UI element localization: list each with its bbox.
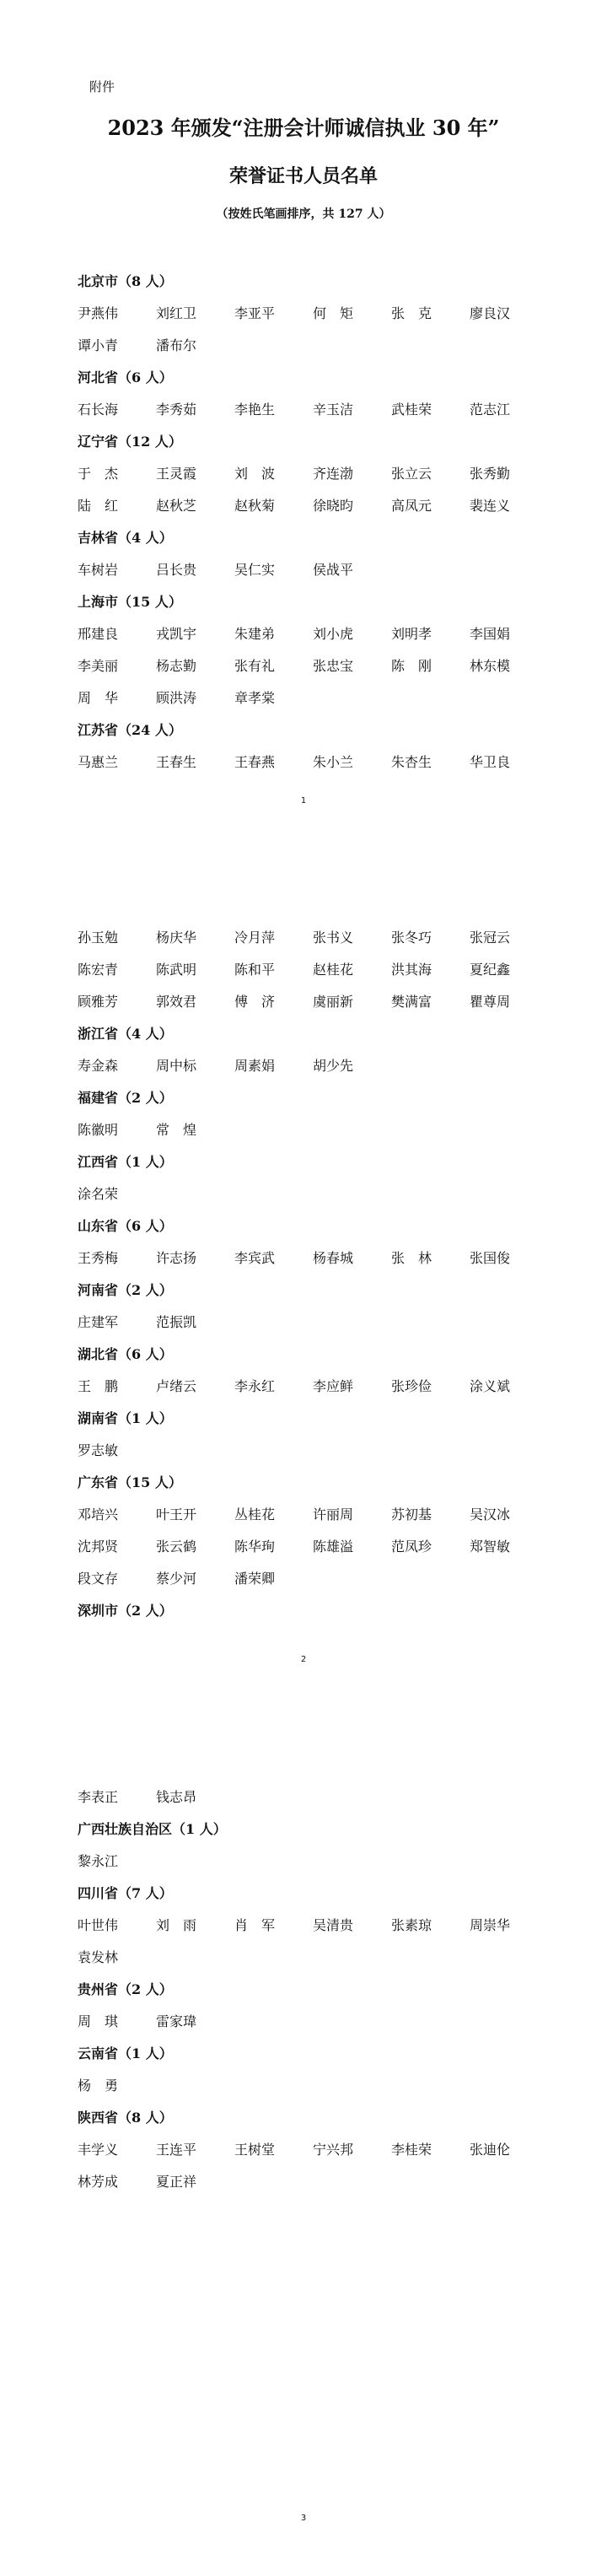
person-name: 许志扬 bbox=[156, 1250, 197, 1266]
person-name: 谭小青 bbox=[78, 337, 119, 353]
person-name: 樊满富 bbox=[391, 994, 432, 1010]
person-name: 刘红卫 bbox=[156, 305, 197, 321]
person-name: 林东模 bbox=[470, 658, 511, 674]
person-name: 杨志勤 bbox=[156, 658, 197, 674]
person-name: 王 鹏 bbox=[78, 1378, 119, 1394]
person-name: 林芳成 bbox=[78, 2174, 119, 2190]
name-list bbox=[78, 394, 550, 426]
person-name: 夏正祥 bbox=[156, 2174, 197, 2190]
person-name: 丰学义 bbox=[78, 2142, 119, 2158]
person-name: 蔡少河 bbox=[156, 1571, 197, 1587]
person-name: 辛玉洁 bbox=[313, 401, 354, 418]
person-name: 刘小虎 bbox=[313, 626, 354, 642]
person-name: 周崇华 bbox=[470, 1917, 511, 1933]
person-name: 赵秋菊 bbox=[234, 498, 276, 514]
person-name: 武桂荣 bbox=[391, 401, 432, 418]
person-name: 庄建军 bbox=[78, 1314, 119, 1330]
attachment-label: 附件 bbox=[89, 79, 115, 94]
name-list bbox=[78, 2070, 550, 2102]
person-name: 张立云 bbox=[391, 466, 432, 482]
person-name: 陈和平 bbox=[234, 962, 276, 978]
person-name: 杨春城 bbox=[313, 1250, 354, 1266]
person-name: 李桂荣 bbox=[391, 2142, 432, 2158]
person-name: 李应鲜 bbox=[313, 1378, 354, 1394]
name-list bbox=[78, 1846, 550, 1878]
name-list bbox=[78, 1435, 550, 1467]
person-name: 王春生 bbox=[156, 754, 197, 770]
region-heading: 贵州省（2 人） bbox=[78, 1981, 173, 1997]
person-name: 范振凯 bbox=[156, 1314, 197, 1330]
region-heading: 河南省（2 人） bbox=[78, 1282, 173, 1298]
person-name: 卢绪云 bbox=[156, 1378, 197, 1394]
person-name: 冷月萍 bbox=[234, 930, 276, 946]
person-name: 叶世伟 bbox=[78, 1917, 119, 1933]
person-name: 石长海 bbox=[78, 401, 119, 418]
person-name: 戎凯宇 bbox=[156, 626, 197, 642]
person-name: 王秀梅 bbox=[78, 1250, 119, 1266]
person-name: 张书义 bbox=[313, 930, 354, 946]
name-list bbox=[78, 554, 550, 586]
person-name: 车树岩 bbox=[78, 562, 119, 578]
page-number: 3 bbox=[300, 2514, 307, 2523]
person-name: 张迪伦 bbox=[470, 2142, 511, 2158]
person-name: 侯战平 bbox=[313, 562, 354, 578]
document-title: 2023 年颁发“注册会计师诚信执业 30 年” bbox=[107, 116, 500, 140]
page-3 bbox=[0, 1717, 607, 2576]
region-heading: 云南省（1 人） bbox=[78, 2045, 173, 2061]
person-name: 王春燕 bbox=[234, 754, 276, 770]
person-name: 陈华珣 bbox=[234, 1539, 276, 1555]
name-list bbox=[78, 1910, 550, 1974]
person-name: 王灵霞 bbox=[156, 466, 197, 482]
person-name: 张 林 bbox=[391, 1250, 432, 1266]
region-heading: 福建省（2 人） bbox=[78, 1090, 173, 1106]
person-name: 朱杏生 bbox=[391, 754, 432, 770]
name-list bbox=[78, 618, 550, 714]
person-name: 涂义斌 bbox=[470, 1378, 511, 1394]
person-name: 华卫良 bbox=[470, 754, 511, 770]
person-name: 张云鹤 bbox=[156, 1539, 197, 1555]
person-name: 许丽周 bbox=[313, 1506, 354, 1522]
person-name: 陈雄溢 bbox=[313, 1539, 354, 1555]
person-name: 常 煌 bbox=[156, 1122, 197, 1138]
name-list bbox=[78, 1499, 550, 1595]
person-name: 张冠云 bbox=[470, 930, 511, 946]
person-name: 潘布尔 bbox=[156, 337, 197, 353]
person-name: 张素琼 bbox=[391, 1917, 432, 1933]
person-name: 孙玉勉 bbox=[78, 930, 119, 946]
region-heading: 湖北省（6 人） bbox=[78, 1346, 173, 1362]
person-name: 李美丽 bbox=[78, 658, 119, 674]
person-name: 于 杰 bbox=[78, 466, 119, 482]
person-name: 雷家瑋 bbox=[156, 2013, 197, 2029]
page-content bbox=[78, 1781, 550, 2198]
region-heading: 湖南省（1 人） bbox=[78, 1410, 173, 1426]
person-name: 赵秋芝 bbox=[156, 498, 197, 514]
person-name: 丛桂花 bbox=[234, 1506, 276, 1522]
name-list bbox=[78, 1178, 550, 1210]
name-list bbox=[78, 2134, 550, 2198]
region-heading: 浙江省（4 人） bbox=[78, 1026, 173, 1042]
person-name: 周中标 bbox=[156, 1058, 197, 1074]
person-name: 李宾武 bbox=[234, 1250, 276, 1266]
region-heading: 四川省（7 人） bbox=[78, 1885, 173, 1901]
person-name: 陈武明 bbox=[156, 962, 197, 978]
person-name: 邓培兴 bbox=[78, 1506, 119, 1522]
name-list bbox=[78, 1371, 550, 1403]
person-name: 陈 刚 bbox=[391, 658, 432, 674]
page-number: 2 bbox=[300, 1655, 307, 1664]
person-name: 李艳生 bbox=[234, 401, 276, 418]
person-name: 杨庆华 bbox=[156, 930, 197, 946]
person-name: 周 华 bbox=[78, 690, 119, 706]
person-name: 洪其海 bbox=[391, 962, 432, 978]
person-name: 吴汉冰 bbox=[470, 1506, 511, 1522]
person-name: 段文存 bbox=[78, 1571, 119, 1587]
page-1 bbox=[0, 0, 607, 859]
person-name: 张冬巧 bbox=[391, 930, 432, 946]
region-heading: 上海市（15 人） bbox=[78, 594, 182, 610]
region-heading: 陕西省（8 人） bbox=[78, 2110, 173, 2126]
person-name: 徐晓昀 bbox=[313, 498, 354, 514]
person-name: 吴仁实 bbox=[234, 562, 276, 578]
person-name: 李永红 bbox=[234, 1378, 276, 1394]
region-heading: 江西省（1 人） bbox=[78, 1154, 173, 1170]
person-name: 李国娟 bbox=[470, 626, 511, 642]
name-list bbox=[78, 1307, 550, 1339]
document-subtitle: 荣誉证书人员名单 bbox=[228, 165, 378, 187]
person-name: 李秀茹 bbox=[156, 401, 197, 418]
person-name: 周 琪 bbox=[78, 2013, 119, 2029]
person-name: 宁兴邦 bbox=[313, 2142, 354, 2158]
sorting-note: （按姓氏笔画排序，共 127 人） bbox=[216, 207, 391, 221]
region-heading: 辽宁省（12 人） bbox=[78, 434, 182, 450]
person-name: 范志江 bbox=[470, 401, 511, 418]
person-name: 尹燕伟 bbox=[78, 305, 119, 321]
person-name: 袁发林 bbox=[78, 1949, 119, 1965]
person-name: 潘荣卿 bbox=[234, 1571, 276, 1587]
person-name: 章孝棠 bbox=[234, 690, 276, 706]
person-name: 陆 红 bbox=[78, 498, 119, 514]
person-name: 夏纪鑫 bbox=[470, 962, 511, 978]
region-heading: 河北省（6 人） bbox=[78, 369, 173, 385]
person-name: 黎永江 bbox=[78, 1853, 119, 1869]
person-name: 刘明孝 bbox=[391, 626, 432, 642]
person-name: 肖 军 bbox=[234, 1917, 276, 1933]
person-name: 朱小兰 bbox=[313, 754, 354, 770]
person-name: 瞿尊周 bbox=[470, 994, 511, 1010]
person-name: 刘 雨 bbox=[156, 1917, 197, 1933]
name-list bbox=[78, 1050, 550, 1082]
person-name: 李表正 bbox=[78, 1789, 119, 1805]
region-heading: 广西壮族自治区（1 人） bbox=[78, 1821, 227, 1837]
person-name: 郭效君 bbox=[156, 994, 197, 1010]
page-content bbox=[78, 266, 550, 779]
region-heading: 江苏省（24 人） bbox=[78, 722, 182, 738]
person-name: 邢建良 bbox=[78, 626, 119, 642]
person-name: 周素娟 bbox=[234, 1058, 276, 1074]
person-name: 朱建弟 bbox=[234, 626, 276, 642]
region-heading: 广东省（15 人） bbox=[78, 1474, 182, 1490]
region-heading: 吉林省（4 人） bbox=[78, 530, 173, 546]
name-list bbox=[78, 298, 550, 362]
person-name: 廖良汉 bbox=[470, 305, 511, 321]
person-name: 何 矩 bbox=[313, 305, 354, 321]
name-list bbox=[78, 1781, 550, 1813]
person-name: 钱志昂 bbox=[156, 1789, 197, 1805]
person-name: 高凤元 bbox=[391, 498, 432, 514]
page-number: 1 bbox=[300, 796, 307, 806]
region-heading: 深圳市（2 人） bbox=[78, 1603, 173, 1619]
person-name: 苏初基 bbox=[391, 1506, 432, 1522]
page-content bbox=[78, 922, 550, 1627]
name-list bbox=[78, 746, 550, 779]
person-name: 吕长贵 bbox=[156, 562, 197, 578]
person-name: 张忠宝 bbox=[313, 658, 354, 674]
person-name: 张有礼 bbox=[234, 658, 276, 674]
person-name: 裴连义 bbox=[470, 498, 511, 514]
person-name: 范凤珍 bbox=[391, 1539, 432, 1555]
page-2 bbox=[0, 859, 607, 1717]
name-list bbox=[78, 922, 550, 1018]
person-name: 寿金森 bbox=[78, 1058, 119, 1074]
person-name: 胡少先 bbox=[313, 1058, 354, 1074]
person-name: 陈徽明 bbox=[78, 1122, 119, 1138]
person-name: 李亚平 bbox=[234, 305, 276, 321]
person-name: 张珍俭 bbox=[391, 1378, 432, 1394]
person-name: 顾洪涛 bbox=[156, 690, 197, 706]
person-name: 张 克 bbox=[391, 305, 432, 321]
person-name: 张秀勤 bbox=[470, 466, 511, 482]
name-list bbox=[78, 2006, 550, 2038]
name-list bbox=[78, 458, 550, 522]
person-name: 赵桂花 bbox=[313, 962, 354, 978]
person-name: 吴清贵 bbox=[313, 1917, 354, 1933]
person-name: 涂名荣 bbox=[78, 1186, 119, 1202]
person-name: 陈宏青 bbox=[78, 962, 119, 978]
person-name: 王树堂 bbox=[234, 2142, 276, 2158]
person-name: 齐连渤 bbox=[313, 466, 354, 482]
person-name: 刘 波 bbox=[234, 466, 276, 482]
person-name: 杨 勇 bbox=[78, 2078, 119, 2094]
person-name: 郑智敏 bbox=[470, 1539, 511, 1555]
person-name: 叶王开 bbox=[156, 1506, 197, 1522]
person-name: 王连平 bbox=[156, 2142, 197, 2158]
person-name: 虞丽新 bbox=[313, 994, 354, 1010]
person-name: 顾雅芳 bbox=[78, 994, 119, 1010]
person-name: 傅 济 bbox=[234, 994, 276, 1010]
person-name: 马惠兰 bbox=[78, 754, 119, 770]
person-name: 沈邦贤 bbox=[78, 1539, 119, 1555]
name-list bbox=[78, 1242, 550, 1275]
name-list bbox=[78, 1114, 550, 1146]
person-name: 张国俊 bbox=[470, 1250, 511, 1266]
region-heading: 北京市（8 人） bbox=[78, 273, 173, 289]
person-name: 罗志敏 bbox=[78, 1442, 119, 1458]
region-heading: 山东省（6 人） bbox=[78, 1218, 173, 1234]
